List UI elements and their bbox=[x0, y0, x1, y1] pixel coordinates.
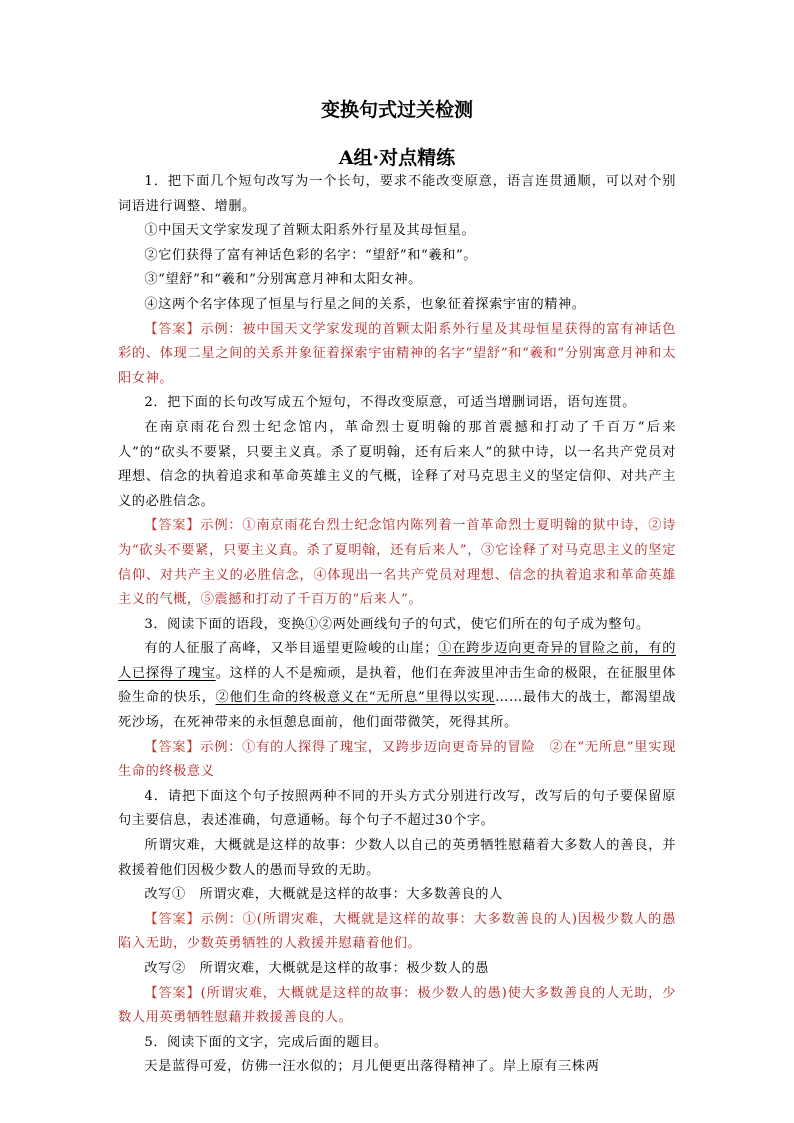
q1-sentence-2: ②它们获得了富有神话色彩的名字：“望舒”和“羲和”。 bbox=[144, 247, 478, 263]
q1-stem: 1．把下面几个短句改写为一个长句，要求不能改变原意，语言连贯通顺，可以对个别词语进行调整、增删。 bbox=[118, 174, 676, 214]
answer-text: 示例：①(所谓灾难，大概就是这样的故事：大多数善良的人)因极少数人的愚陷入无助，少数英勇牺牲的人救援并慰藉着他们。 bbox=[118, 911, 676, 952]
answer-label: 【答案】 bbox=[144, 985, 201, 1001]
underlined-sentence-1: ①在跨步迈向更奇异的冒险之前，有的人已探得了瑰宝 bbox=[118, 641, 676, 681]
q5-passage: 天是蓝得可爱，仿佛一汪水似的；月儿便更出落得精神了。岸上原有三株两 bbox=[144, 1059, 600, 1075]
answer-label: 【答案】 bbox=[144, 911, 201, 927]
answer-text: 示例：①有的人探得了瑰宝，又跨步迈向更奇异的冒险 ②在“无所息”里实现生命的终极意义 bbox=[118, 739, 677, 780]
answer-label: 【答案】 bbox=[144, 739, 201, 755]
answer-label: 【答案】 bbox=[144, 321, 201, 337]
q3-passage bbox=[118, 637, 676, 735]
document-page bbox=[118, 92, 676, 1080]
q2-stem: 2．把下面的长句改写成五个短句，不得改变原意，可适当增删词语，语句连贯。 bbox=[144, 395, 636, 411]
q4-original: 所谓灾难，大概就是这样的故事：少数人以自己的英勇牺牲慰藉着大多数人的善良，并救援着他们因极少数人的愚而导致的无助。 bbox=[118, 838, 676, 878]
underlined-sentence-2: ②他们生命的终极意义在“无所息”里得以实现 bbox=[215, 690, 496, 706]
q1-sentence-4: ④这两个名字体现了恒星与行星之间的关系，也象征着探索宇宙的精神。 bbox=[144, 296, 586, 312]
q1-sentence-3: ③“望舒”和“羲和”分别寓意月神和太阳女神。 bbox=[144, 272, 422, 288]
q1-answer bbox=[118, 318, 676, 392]
passage-text: 有的人征服了高峰，又举目遥望更险峻的山崖； bbox=[144, 641, 439, 657]
passage-text: 。这样的人不是痴顽，是执着，他们在奔波里冲击生命的极限，在征服里体验生命的快乐， bbox=[118, 665, 677, 706]
q3-answer bbox=[118, 736, 676, 785]
q4-rewrite-1: 改写① 所谓灾难，大概就是这样的故事：大多数善良的人 bbox=[144, 887, 503, 903]
q5-stem: 5．阅读下面的文字，完成后面的题目。 bbox=[144, 1034, 388, 1050]
passage-text: ……最伟大的战士，都渴望战死沙场，在死神带来的永恒憩息面前，他们面带微笑，死得其所。 bbox=[118, 690, 676, 731]
answer-label: 【答案】 bbox=[144, 518, 201, 534]
q1-sentence-1: ①中国天文学家发现了首颗太阳系外行星及其母恒星。 bbox=[144, 223, 476, 239]
q4-stem: 4．请把下面这个句子按照两种不同的开头方式分别进行改写，改写后的句子要保留原句主要信息，表述准确，句意通畅。每个句子不超过30个字。 bbox=[118, 788, 676, 829]
page-title: 变换句式过关检测 bbox=[320, 99, 473, 121]
q2-passage: 在南京雨花台烈士纪念馆内，革命烈士夏明翰的那首震撼和打动了千百万“后来人”的“砍头不要紧，只要主义真。杀了夏明翰，还有后来人”的狱中诗，以一名共产党员对理想、信念的执着追求和革命英雄主义的气概，诠释了对马克思主义的坚定信仰、对共产主义的必胜信念。 bbox=[118, 419, 676, 509]
q4-answer-1 bbox=[118, 908, 676, 957]
q4-rewrite-2: 改写② 所谓灾难，大概就是这样的故事：极少数人的愚 bbox=[144, 961, 490, 976]
q2-answer bbox=[118, 514, 676, 612]
section-heading: A组·对点精练 bbox=[338, 147, 456, 169]
q3-stem: 3．阅读下面的语段，变换①②两处画线句子的句式，使它们所在的句子成为整句。 bbox=[144, 616, 650, 632]
answer-text: (所谓灾难，大概就是这样的故事：极少数人的愚)使大多数善良的人无助，少数人用英勇牺牲慰藉并救援善良的人。 bbox=[118, 985, 676, 1026]
q4-answer-2 bbox=[118, 982, 676, 1031]
answer-text: 示例：被中国天文学家发现的首颗太阳系外行星及其母恒星获得的富有神话色彩的、体现二星之间的关系并象征着探索宇宙精神的名字“望舒”和“羲和”分别寓意月神和太阳女神。 bbox=[118, 321, 676, 386]
answer-text: 示例：①南京雨花台烈士纪念馆内陈列着一首革命烈士夏明翰的狱中诗，②诗为“砍头不要紧，只要主义真。杀了夏明翰，还有后来人”，③它诠释了对马克思主义的坚定信仰、对共产主义的必胜信念，④体现出一名共产党员对理想、信念的执着追求和革命英雄主义的气概，⑤震撼和打动了千百万的“后来人”。 bbox=[118, 518, 676, 608]
